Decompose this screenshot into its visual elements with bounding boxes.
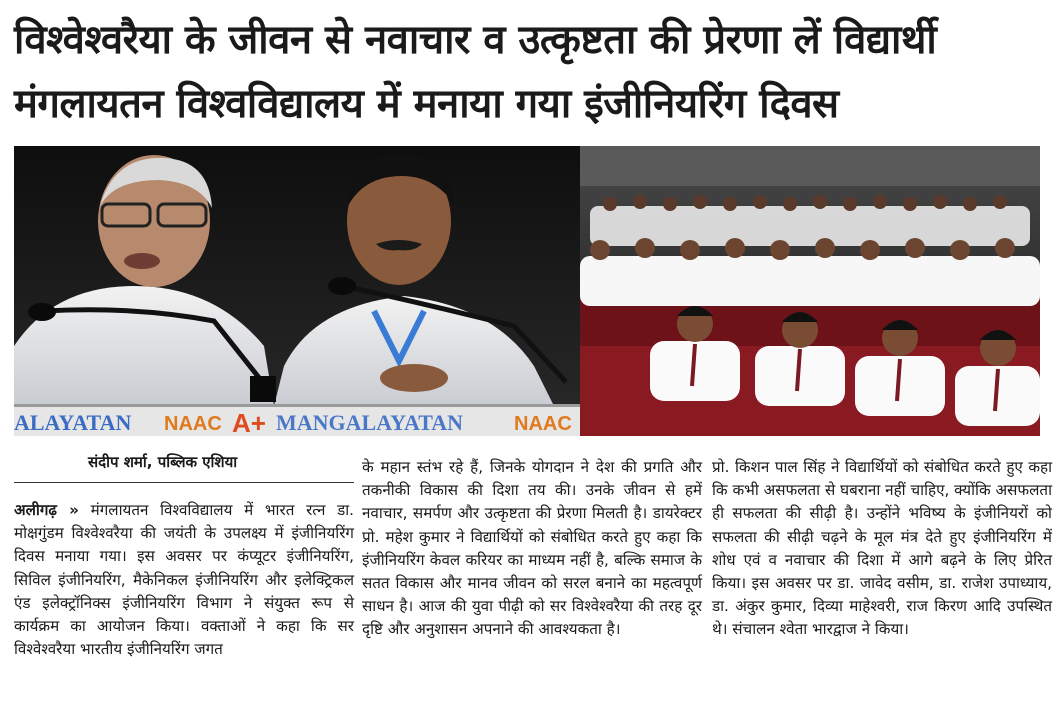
headline-line-2: मंगलायतन विश्वविद्यालय में मनाया गया इंजीनियरिंग दिवस bbox=[14, 81, 839, 127]
byline: संदीप शर्मा, पब्लिक एशिया bbox=[88, 453, 238, 471]
banner-text-1: ALAYATAN bbox=[14, 410, 132, 435]
article-column-2: के महान स्तंभ रहे हैं, जिनके योगदान ने देश की प्रगति और तकनीकी विकास की दिशा तय की। उनके जीवन से हमें नवाचार, समर्पण और उत्कृष्टता की प्रेरणा मिलती है। डायरेक्टर प्रो. महेश कुमार ने विद्यार्थियों को संबोधित करते हुए कहा कि इंजीनियरिंग केवल करियर का माध्यम नहीं है, बल्कि समाज के सतत विकास और मानव जीवन को सरल बनाने का महत्वपूर्ण साधन है। आज की युवा पीढ़ी को सर विश्वेश्वरैया की तरह दूर दृष्टि और अनुशासन अपनाने की आवश्यकता है। bbox=[362, 458, 702, 639]
article-column-1-text: मंगलायतन विश्वविद्यालय में भारत रत्न डा. मोक्षगुंडम विश्वेश्वरैया की जयंती के उपलक्ष्य में इंजीनियरिंग दिवस मनाया गया। इस अवसर पर कंप्यूटर इंजीनियरिंग, सिविल इंजीनियरिंग, मैकेनिकल इंजीनियरिंग और इलेक्ट्रिकल एंड इलेक्ट्रॉनिक्स इंजीनियरिंग विभाग ने संयुक्त रूप से कार्यक्रम का आयोजन किया। वक्ताओं ने कहा कि सर विश्वेश्वरैया भारतीय इंजीनियरिंग जगत bbox=[14, 501, 354, 659]
banner-naac-1: NAAC bbox=[164, 413, 222, 435]
speakers-photo bbox=[14, 146, 580, 436]
byline-divider bbox=[14, 482, 354, 483]
banner-a-plus: A+ bbox=[232, 408, 266, 436]
dateline: अलीगढ़ » bbox=[14, 501, 79, 519]
banner-naac-2: NAAC bbox=[514, 413, 572, 435]
banner-text-2: MANGALAYATAN bbox=[276, 410, 464, 435]
headline-line-1: विश्वेश्वरैया के जीवन से नवाचार व उत्कृष्टता की प्रेरणा लें विद्यार्थी bbox=[14, 17, 937, 63]
article-column-3: प्रो. किशन पाल सिंह ने विद्यार्थियों को संबोधित करते हुए कहा कि कभी असफलता से घबराना नहीं चाहिए, क्योंकि असफलता ही सफलता की सीढ़ी है। उन्होंने भविष्य के इंजीनियरों को सफलता की सीढ़ी चढ़ने के मूल मंत्र देते हुए इंजीनियरिंग में शोध एवं व नवाचार की दिशा में आगे बढ़ने के लिए प्रेरित किया। इस अवसर पर डा. जावेद वसीम, डा. राजेश उपाध्याय, डा. अंकुर कुमार, दिव्या माहेश्वरी, राज किरण आदि उपस्थित थे। संचालन श्वेता भारद्वाज ने किया। bbox=[712, 458, 1052, 639]
article-column-1 bbox=[14, 499, 354, 661]
audience-photo bbox=[580, 146, 1040, 436]
